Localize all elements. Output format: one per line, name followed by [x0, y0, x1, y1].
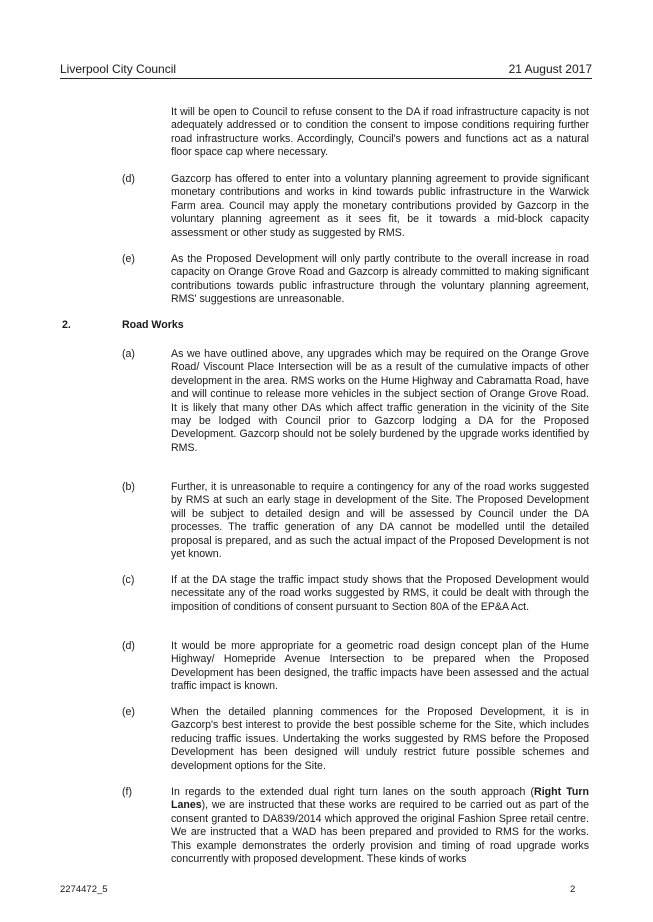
- item-label: (e): [122, 253, 135, 265]
- header-organization: Liverpool City Council: [60, 62, 177, 76]
- item-paragraph: [171, 786, 589, 866]
- item-label: (a): [122, 348, 135, 360]
- document-id: 2274472_5: [60, 884, 108, 895]
- item-paragraph: As the Proposed Development will only partly contribute to the overall increase in road capacity on Orange Grove Road and Gazcorp is already committed to making significant contributions towards public infrastructure through the voluntary planning agreement, RMS' suggestions are unreasonable.: [171, 253, 589, 306]
- item-label: (f): [122, 786, 132, 798]
- defined-term: Right Turn Lanes: [171, 786, 589, 812]
- paragraph-text: In regards to the extended dual right turn lanes on the south approach (: [171, 786, 535, 798]
- intro-paragraph: It will be open to Council to refuse consent to the DA if road infrastructure capacity is not adequately addressed or to condition the consent to impose conditions requiring further road infrastructure works. Accordingly, Council's powers and functions act as a natural floor space cap where necessary.: [171, 106, 589, 159]
- item-paragraph: As we have outlined above, any upgrades which may be required on the Orange Grove Road/ Viscount Place Intersection will be as a result of the cumulative impacts of other development in the area. RMS works on the Hume Highway and Cabramatta Road, have and will continue to release more vehicles in the subject section of Orange Grove Road. It is likely that many other DAs which affect traffic generation in the vicinity of the Site may be lodged with Council prior to Gazcorp lodging a DA for the Proposed Development. Gazcorp should not be solely burdened by the upgrade works identified by RMS.: [171, 348, 589, 454]
- item-paragraph: Gazcorp has offered to enter into a voluntary planning agreement to provide significant monetary contributions and works in kind towards public infrastructure in the Warwick Farm area. Council may apply the monetary contributions provided by Gazcorp in the voluntary planning agreement as it sees fit, be it towards a mid-block capacity assessment or other study as suggested by RMS.: [171, 173, 589, 239]
- page-number: 2: [570, 884, 576, 895]
- item-label: (d): [122, 173, 135, 185]
- paragraph-text: ), we are instructed that these works are required to be carried out as part of the consent granted to DA839/2014 which approved the original Fashion Spree retail centre. We are instructed that a WAD has been prepared and provided to RMS for the works. This example demonstrates the orderly provision and timing of road upgrade works concurrently with proposed development. These kinds of works: [171, 799, 589, 866]
- item-paragraph: When the detailed planning commences for the Proposed Development, it is in Gazcorp's best interest to provide the best possible scheme for the Site, which includes reducing traffic issues. Undertaking the works suggested by RMS before the Proposed Development has been designed will unduly restrict future possible schemes and development options for the Site.: [171, 706, 589, 772]
- item-label: (b): [122, 481, 135, 493]
- page-header: [60, 62, 592, 79]
- header-date: 21 August 2017: [508, 62, 592, 76]
- item-paragraph: Further, it is unreasonable to require a contingency for any of the road works suggested by RMS at such an early stage in development of the Site. The Proposed Development will be subject to detailed design and will be assessed by Council under the DA processes. The traffic generation of any DA cannot be modelled until the detailed proposal is prepared, and as such the actual impact of the Proposed Development is not yet known.: [171, 481, 589, 561]
- item-paragraph: If at the DA stage the traffic impact study shows that the Proposed Development would necessitate any of the road works suggested by RMS, it could be dealt with through the imposition of conditions of consent pursuant to Section 80A of the EP&A Act.: [171, 574, 589, 613]
- item-label: (d): [122, 640, 135, 652]
- item-label: (e): [122, 706, 135, 718]
- section-title: Road Works: [122, 319, 184, 331]
- item-paragraph: It would be more appropriate for a geometric road design concept plan of the Hume Highway/ Homepride Avenue Intersection to be prepared when the Proposed Development has been designed, the traffic impacts have been assessed and the actual traffic impact is known.: [171, 640, 589, 693]
- section-number: 2.: [62, 319, 71, 331]
- item-label: (c): [122, 574, 135, 586]
